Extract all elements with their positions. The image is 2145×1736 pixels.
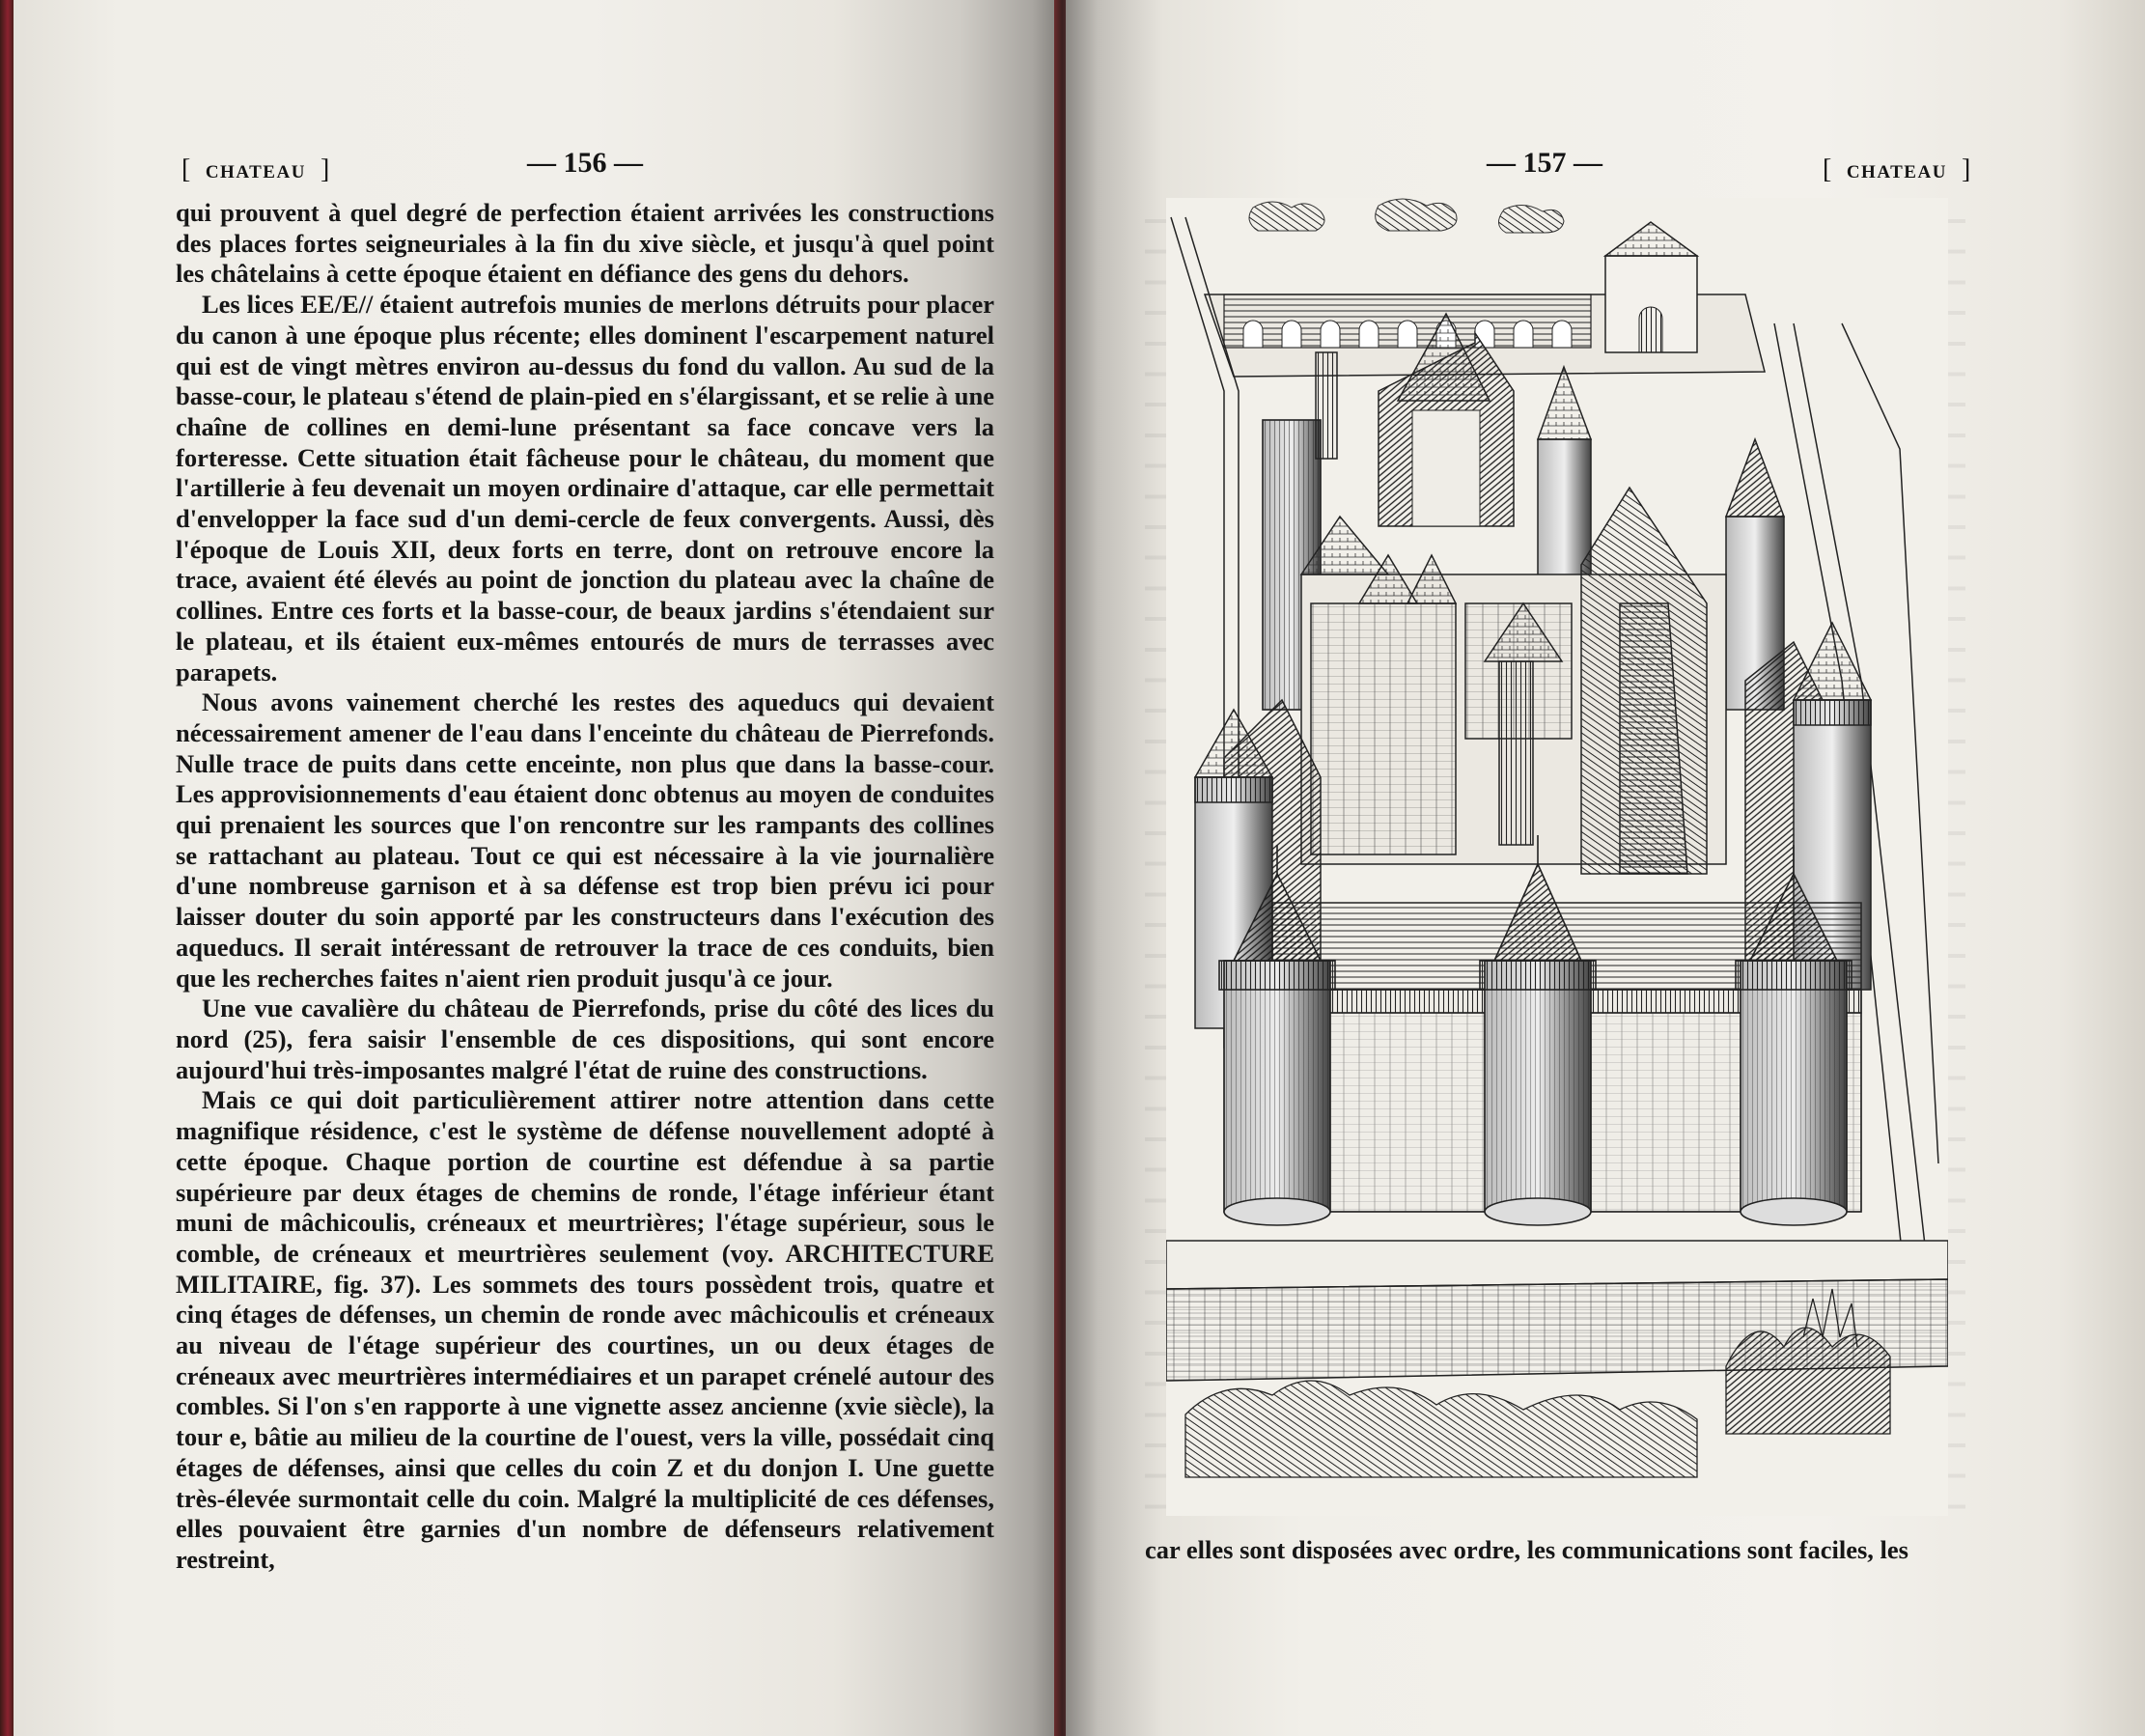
running-head-bracket-close: ] <box>1961 154 1971 184</box>
running-head-title: CHATEAU <box>205 162 306 182</box>
right-page-text-line: car elles sont disposées avec ordre, les communications sont faciles, les <box>1145 1535 1908 1564</box>
left-running-head <box>181 154 330 187</box>
running-head-title: CHATEAU <box>1846 162 1947 182</box>
paragraph: Mais ce qui doit particulièrement attirer notre attention dans cette magnifique résidence, c'est le système de défense nouvellement adopté à cette époque. Chaque portion de courtine est défendue à sa partie supérieure par deux étages de chemins de ronde, l'étage inférieur étant muni de mâchicoulis, créneaux et meurtrières; l'étage supérieur, sous le comble, de créneaux et meurtrières seulement (voy. ARCHITECTURE MILITAIRE, fig. 37). Les sommets des tours possèdent trois, quatre et cinq étages de défenses, un chemin de ronde avec mâchicoulis et créneaux au niveau de l'étage supérieur des courtines, un ou deux étages de créneaux avec meurtrières intermédiaires et un parapet crénelé autour des combles. Si l'on s'en rapporte à une vignette assez ancienne (xvie siècle), la tour e, bâtie au milieu de la courtine de l'ouest, vers la ville, possédait cinq étages de défenses, ainsi que celles du coin Z et du donjon I. Une guette très-élevée surmontait celle du coin. Malgré la multiplicité de ces défenses, elles pouvaient être garnies d'un nombre de défenseurs relativement restreint, <box>176 1085 994 1574</box>
right-running-head <box>1823 154 1971 187</box>
castle-engraving <box>1166 198 1948 1516</box>
paragraph: Une vue cavalière du château de Pierrefonds, prise du côté des lices du nord (25), fera saisir l'ensemble de ces dispositions, qui sont encore aujourd'hui très-imposantes malgré l'état de ruine des constructions. <box>176 994 994 1084</box>
paragraph: Nous avons vainement cherché les restes des aqueducs qui devaient nécessairement amener de l'eau dans l'enceinte du château de Pierrefonds. Nulle trace de puits dans cette enceinte, non plus que dans la basse-cour. Les approvisionnements d'eau étaient donc obtenus au moyen de conduites qui prenaient les sources que l'on rencontre sur les rampants des collines se rattachant au plateau. Tout ce qui est nécessaire à la vie journalière d'une nombreuse garnison et à sa défense est trop bien prévu ici pour laisser douter du soin apporté par les constructeurs dans l'exécution des aqueducs. Il serait intéressant de retrouver la trace de ces conduits, bien que les recherches faites n'aient rien produit jusqu'à ce jour. <box>176 687 994 993</box>
paragraph: qui prouvent à quel degré de perfection étaient arrivées les constructions des places fortes seigneuriales à la fin du xive siècle, et jusqu'à quel point les châtelains à cette époque étaient en défiance des gens du dehors. <box>176 198 994 289</box>
paragraph: Les lices EE/E// étaient autrefois munies de merlons détruits pour placer du canon à une époque plus récente; elles dominent l'escarpement naturel qui est de vingt mètres environ au-dessus du fond du vallon. Au sud de la basse-cour, le plateau s'étend de plain-pied en s'élargissant, et se relie à une chaîne de collines en demi-lune présentant sa face concave vers la forteresse. Cette situation était fâcheuse pour le château, du moment que l'artillerie à feu devenait un moyen ordinaire d'attaque, car elle permettait d'envelopper la face sud d'un demi-cercle de feux convergents. Aussi, dès l'époque de Louis XII, deux forts en terre, dont on retrouve encore la trace, avaient été élevés au point de jonction du plateau avec la chaîne de collines. Entre ces forts et la basse-cour, de beaux jardins s'étendaient sur le plateau, et ils étaient eux-mêmes entourés de murs de terrasses avec parapets. <box>176 290 994 686</box>
running-head-bracket-close: ] <box>320 154 330 184</box>
left-body-text <box>176 198 994 1576</box>
left-folio: — 156 — <box>527 147 643 179</box>
right-folio: — 157 — <box>1487 147 1602 179</box>
running-head-bracket-open: [ <box>181 154 191 184</box>
running-head-bracket-open: [ <box>1823 154 1832 184</box>
